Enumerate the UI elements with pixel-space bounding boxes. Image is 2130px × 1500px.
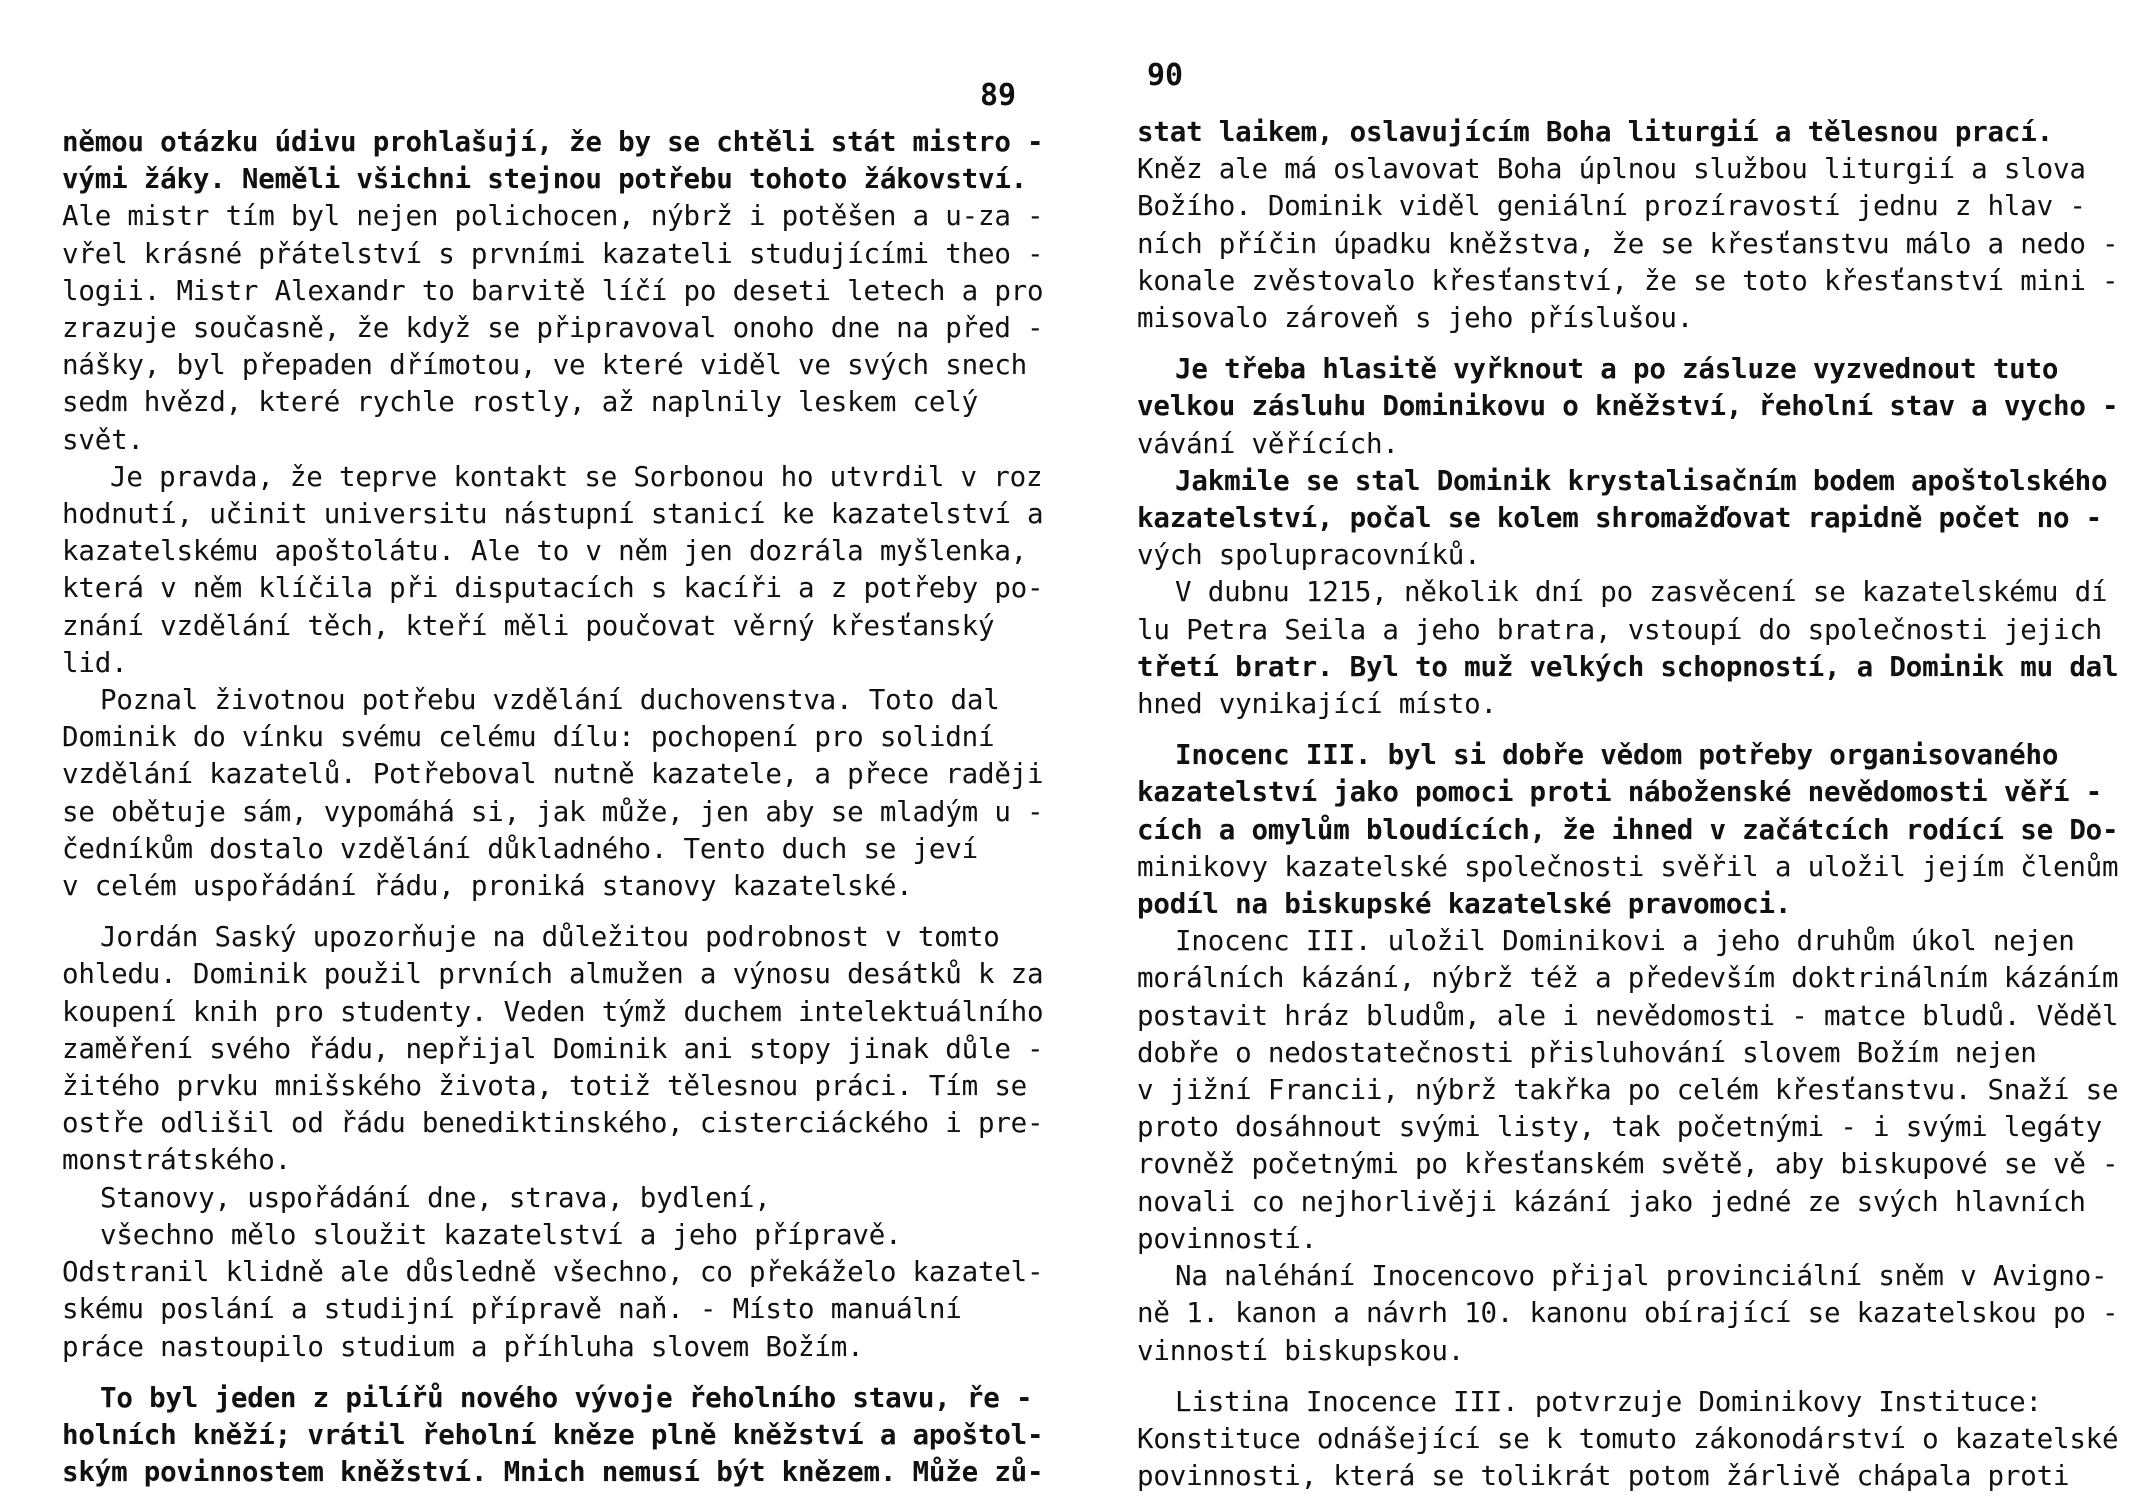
text-line: vými žáky. Neměli všichni stejnou potřebu tohoto žákovství. [62, 163, 1028, 196]
text-line: práce nastoupilo studium a příhluha slovem Božím. [62, 1330, 864, 1363]
page-number: 90 [1147, 58, 1184, 93]
text-line: Je třeba hlasitě vyřknout a po zásluze vyzvednout tuto [1175, 353, 2059, 386]
text-line: zrazuje současně, že když se připravoval onoho dne na před - [62, 312, 1044, 345]
paragraph-gap [62, 905, 1022, 919]
text-line: Odstranil klidně ale důsledně všechno, co překáželo kazatel- [62, 1256, 1044, 1289]
text-line: zaměření svého řádu, nepřijal Dominik ani stopy jinak důle - [62, 1032, 1044, 1065]
text-line: němou otázku údivu prohlašují, že by se chtěli stát mistro - [62, 126, 1044, 158]
text-line: velkou zásluhu Dominikovu o kněžství, řeholní stav a vycho - [1137, 390, 2119, 423]
paragraph-gap [1137, 337, 2097, 351]
text-line: morálních kázání, nýbrž též a především doktrinálním kázáním [1137, 962, 2119, 995]
text-line: se obětuje sám, vypomáhá si, jak může, jen aby se mladým u - [62, 795, 1044, 828]
text-line: Inocenc III. byl si dobře vědom potřeby organisovaného [1175, 739, 2059, 772]
text-line: Poznal životnou potřebu vzdělání duchovenstva. Toto dal [100, 684, 1000, 717]
text-line: čedníkům dostalo vzdělání důkladného. Tento duch se jeví [62, 832, 978, 865]
text-line: cích a omylům bloudících, že ihned v začátcích rodící se Do- [1137, 813, 2119, 846]
text-line: minikovy kazatelské společnosti svěřil a uložil jejím členům [1137, 850, 2119, 883]
text-line: povinností. [1137, 1222, 1317, 1255]
text-line: holních kněží; vrátil řeholní kněze plně kněžství a apoštol- [62, 1418, 1044, 1451]
text-line: konale zvěstovalo křesťanství, že se toto křesťanství mini - [1137, 264, 2119, 297]
text-line: podíl na biskupské kazatelské pravomoci. [1137, 888, 1792, 921]
text-line: monstrátského. [62, 1144, 291, 1177]
text-line: To byl jeden z pilířů nového vývoje řeholního stavu, ře - [100, 1381, 1033, 1414]
text-line: všechno mělo sloužit kazatelství a jeho přípravě. [100, 1218, 902, 1251]
text-line: misovalo zároveň s jeho příslušou. [1137, 302, 1694, 335]
paragraph-gap [1137, 1370, 2097, 1384]
text-line: žitého prvku mnišského života, totiž tělesnou práci. Tím se [62, 1070, 1028, 1103]
text-line: ních příčin úpadku kněžstva, že se křesťanstvu málo a nedo - [1137, 227, 2119, 260]
text-line: vřel krásné přátelství s prvními kazateli studujícími theo - [62, 237, 1044, 270]
text-line: kazatelství, počal se kolem shromažďovat rapidně počet no - [1137, 502, 2103, 535]
text-line: třetí bratr. Byl to muž velkých schopností, a Dominik mu dal [1137, 650, 2119, 683]
text-line: svět. [62, 423, 144, 456]
paragraph-gap [1137, 723, 2097, 737]
text-line: vých spolupracovníků. [1137, 539, 1481, 572]
text-line: novali co nejhorlivěji kázání jako jedné ze svých hlavních [1137, 1185, 2086, 1218]
text-line: Jakmile se stal Dominik krystalisačním bodem apoštolského [1175, 464, 2108, 497]
text-line: ostře odlišil od řádu benediktinského, cisterciáckého i pre- [62, 1107, 1044, 1140]
text-line: Božího. Dominik viděl geniální prozíravostí jednu z hlav - [1137, 190, 2086, 223]
text-line: postavit hráz bludům, ale i nevědomosti - matce bludů. Věděl [1137, 999, 2119, 1032]
text-line: dobře o nedostatečnosti přisluhování slovem Božím nejen [1137, 1036, 2037, 1069]
text-line: Je pravda, že teprve kontakt se Sorbonou ho utvrdil v roz [110, 460, 1043, 493]
text-line: ně 1. kanon a návrh 10. kanonu obírající se kazatelskou po - [1137, 1297, 2119, 1330]
text-line: rovněž početnými po křesťanském světě, aby biskupové se vě - [1137, 1148, 2119, 1181]
text-line: Ale mistr tím byl nejen polichocen, nýbrž i potěšen a u-za - [62, 200, 1044, 233]
text-line: vzdělání kazatelů. Potřeboval nutně kazatele, a přece raději [62, 758, 1044, 791]
text-line: ským povinnostem kněžství. Mnich nemusí být knězem. Může zů- [62, 1456, 1044, 1489]
text-line: vinností biskupskou. [1137, 1334, 1465, 1367]
page-text [62, 124, 1044, 1491]
text-line: kazatelství jako pomoci proti náboženské nevědomosti věří - [1137, 776, 2103, 809]
text-line: Konstituce odnášející se k tomuto zákonodárství o kazatelské [1137, 1422, 2119, 1455]
text-line: znání vzdělání těch, kteří měli poučovat věrný křesťanský [62, 609, 995, 642]
page-number: 89 [980, 78, 1017, 113]
text-line: Na naléhání Inocencovo přijal provinciální sněm v Avigno- [1175, 1260, 2108, 1293]
text-line: proto dosáhnout svými listy, tak početnými - i svými legáty [1137, 1111, 2103, 1144]
text-line: hodnutí, učinit universitu nástupní stanicí ke kazatelství a [62, 498, 1044, 531]
text-line: lid. [62, 646, 128, 679]
text-line: hned vynikající místo. [1137, 688, 1497, 721]
text-line: v celém uspořádání řádu, proniká stanovy kazatelské. [62, 870, 913, 903]
paragraph-gap [62, 1366, 1022, 1380]
text-line: koupení knih pro studenty. Veden týmž duchem intelektuálního [62, 995, 1044, 1028]
text-line: Inocenc III. uložil Dominikovi a jeho druhům úkol nejen [1175, 925, 2075, 958]
text-line: logii. Mistr Alexandr to barvitě líčí po deseti letech a pro [62, 274, 1044, 307]
text-line: Dominik do vínku svému celému dílu: pochopení pro solidní [62, 721, 995, 754]
text-line: kazatelskému apoštolátu. Ale to v něm jen dozrála myšlenka, [62, 535, 1028, 568]
text-line: sedm hvězd, které rychle rostly, až naplnily leskem celý [62, 386, 978, 419]
text-line: nášky, byl přepaden dřímotou, ve které viděl ve svých snech [62, 349, 1028, 382]
text-line: Stanovy, uspořádání dne, strava, bydlení, [100, 1181, 771, 1214]
text-line: skému poslání a studijní přípravě naň. - Místo manuální [62, 1293, 962, 1326]
text-line: která v něm klíčila při disputacích s kacíři a z potřeby po- [62, 572, 1044, 605]
right-page [1065, 0, 2130, 1500]
page-text [1137, 114, 2119, 1495]
text-line: Kněz ale má oslavovat Boha úplnou službou liturgií a slova [1137, 153, 2086, 186]
text-line: ohledu. Dominik použil prvních almužen a výnosu desátků k za [62, 958, 1044, 991]
text-line: v jižní Francii, nýbrž takřka po celém křesťanstvu. Snaží se [1137, 1074, 2119, 1107]
text-line: stat laikem, oslavujícím Boha liturgií a tělesnou prací. [1137, 116, 2053, 148]
text-line: povinnosti, která se tolikrát potom žárlivě chápala proti [1137, 1460, 2070, 1493]
text-line: vávání věřících. [1137, 427, 1399, 460]
text-line: Jordán Saský upozorňuje na důležitou podrobnost v tomto [100, 921, 1000, 954]
text-line: lu Petra Seila a jeho bratra, vstoupí do společnosti jejich [1137, 613, 2103, 646]
text-line: V dubnu 1215, několik dní po zasvěcení se kazatelskému dí [1175, 576, 2108, 609]
text-line: Listina Inocence III. potvrzuje Dominikovy Instituce: [1175, 1385, 2042, 1418]
